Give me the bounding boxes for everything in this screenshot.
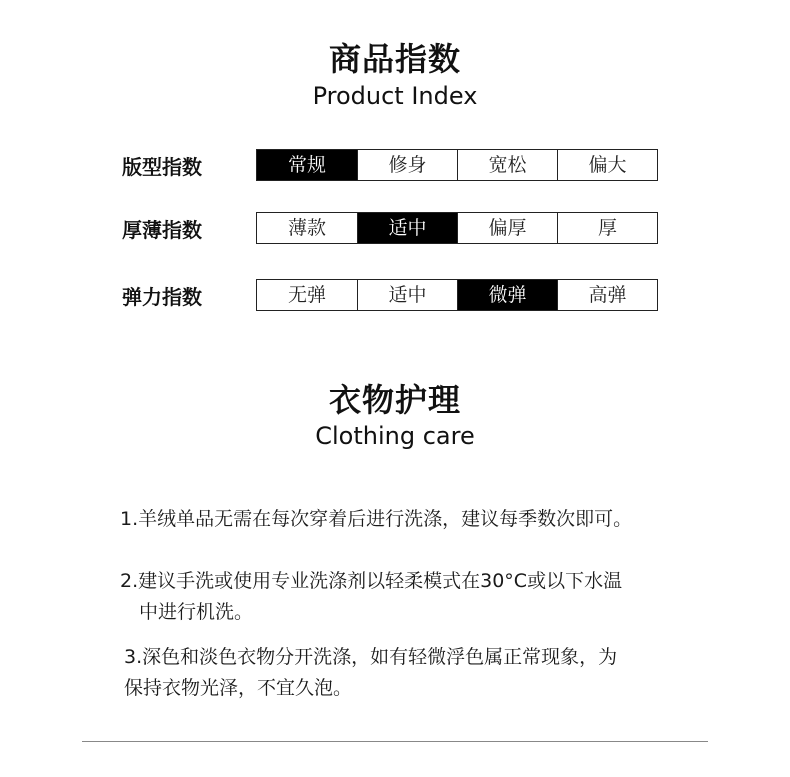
thickness-index-label: 厚薄指数 <box>122 217 202 242</box>
care-item-3-line-2: 保持衣物光泽，不宜久泡。 <box>124 677 353 699</box>
fit-option-oversized: 偏大 <box>557 150 657 180</box>
care-title: 衣物护理 <box>328 381 461 419</box>
care-item-3-line-1: 3.深色和淡色衣物分开洗涤，如有轻微浮色属正常现象，为 <box>124 646 618 668</box>
thickness-option-thick: 厚 <box>557 213 657 243</box>
thickness-option-thickish: 偏厚 <box>457 213 557 243</box>
elasticity-option-none: 无弹 <box>287 284 326 306</box>
bottom-divider <box>82 741 708 742</box>
care-item-2-line-1: 2.建议手洗或使用专业洗涤剂以轻柔模式在30°C或以下水温 <box>120 570 623 592</box>
fit-index-options <box>256 149 658 181</box>
fit-index-row <box>122 149 658 181</box>
fit-index-label: 版型指数 <box>122 154 202 179</box>
thickness-index-options <box>256 212 658 244</box>
thickness-index-row <box>122 212 658 244</box>
thickness-option-medium: 适中 <box>357 213 457 243</box>
fit-option-regular: 常规 <box>257 150 357 180</box>
product-index-title: 商品指数 <box>328 40 461 78</box>
thickness-option-thin: 薄款 <box>287 217 326 239</box>
product-index-subtitle: Product Index <box>312 82 478 110</box>
elasticity-index-label: 弹力指数 <box>122 284 202 309</box>
care-subtitle: Clothing care <box>315 422 475 450</box>
elasticity-index-options <box>256 279 658 311</box>
fit-option-slim: 修身 <box>357 150 457 180</box>
fit-option-loose: 宽松 <box>457 150 557 180</box>
elasticity-index-row <box>122 279 658 311</box>
care-item-2-line-2: 中进行机洗。 <box>139 601 254 623</box>
care-item-1-line-1: 1.羊绒单品无需在每次穿着后进行洗涤，建议每季数次即可。 <box>120 508 633 530</box>
elasticity-option-slight: 微弹 <box>457 280 557 310</box>
elasticity-option-medium: 适中 <box>357 280 457 310</box>
elasticity-option-high: 高弹 <box>557 280 657 310</box>
